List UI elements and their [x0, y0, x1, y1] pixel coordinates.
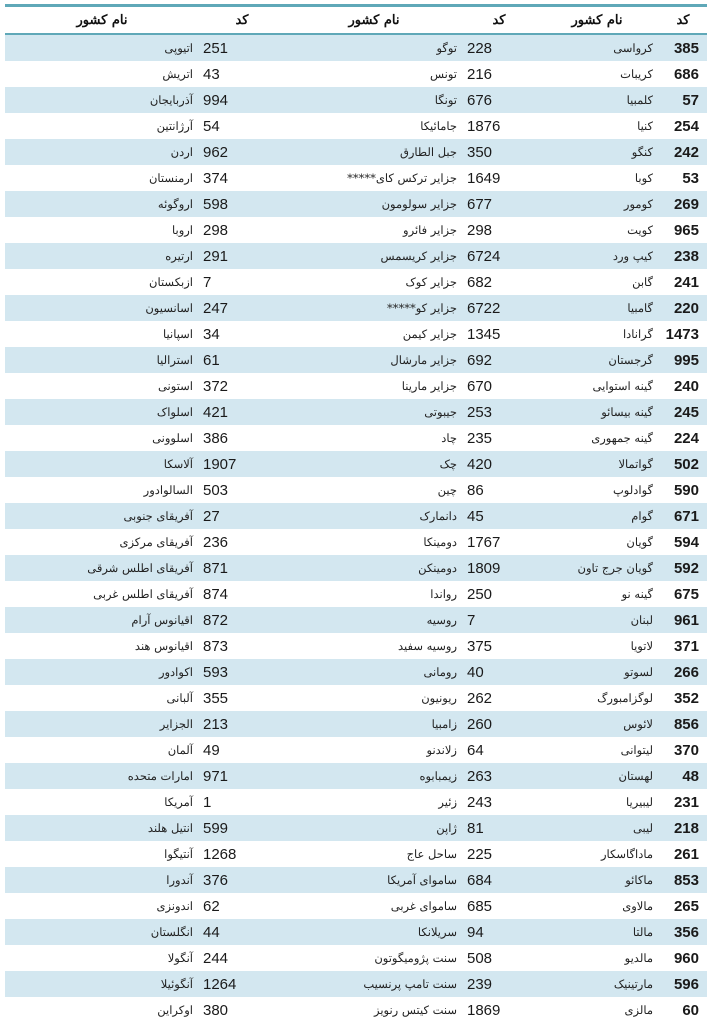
country-code-cell: 356 [659, 919, 707, 945]
country-code-cell: 592 [659, 555, 707, 581]
table-row [5, 373, 707, 399]
country-code-cell: 599 [199, 815, 285, 841]
country-name-cell: جزایر کو***** [285, 295, 463, 321]
table-row [5, 841, 707, 867]
country-name-cell: دومینکا [423, 535, 457, 549]
country-name-cell: چین [437, 483, 457, 497]
country-name-cell: روسیه [285, 607, 463, 633]
country-name-cell: امارات متحده [5, 763, 199, 789]
country-code-cell: 1649 [467, 169, 501, 187]
table-row [5, 295, 707, 321]
country-name-cell: آندورا [5, 867, 199, 893]
country-name-cell: استرالیا [5, 347, 199, 373]
country-name-cell: گوادلوپ [612, 483, 653, 497]
country-name-cell: سنت پژومیگوتون [374, 951, 457, 965]
table-row [5, 659, 707, 685]
country-name-cell: مالدیو [624, 951, 653, 965]
table-row [5, 867, 707, 893]
country-name-cell: ساحل عاج [406, 847, 457, 861]
country-name-cell: آمریکا [164, 795, 193, 809]
country-name-cell: اسپانیا [163, 327, 193, 341]
country-code-cell: 1268 [203, 845, 237, 863]
country-name-cell: زیمبابوه [285, 763, 463, 789]
country-code-cell: 48 [659, 763, 707, 789]
country-code-cell: 375 [467, 637, 493, 655]
country-name-cell: اقیانوس هند [134, 639, 193, 653]
table-row [5, 529, 707, 555]
country-code-cell: 1473 [665, 325, 699, 343]
table-row [5, 269, 707, 295]
country-code-cell: 594 [673, 533, 699, 551]
country-code-cell: 1876 [467, 117, 501, 135]
country-code-cell: 670 [467, 377, 493, 395]
table-row [5, 217, 707, 243]
country-name-cell: جزایر کریسمس [285, 243, 463, 269]
table-row [5, 165, 707, 191]
table-row [5, 451, 707, 477]
table-row [5, 919, 707, 945]
country-code-cell: 269 [659, 191, 707, 217]
country-name-cell: اردن [5, 139, 199, 165]
country-code-cell: 1907 [199, 451, 285, 477]
country-code-cell: 671 [659, 503, 707, 529]
country-code-cell: 420 [463, 451, 535, 477]
country-code-cell: 1345 [467, 325, 501, 343]
country-name-cell: گوام [535, 503, 659, 529]
country-code-cell: 962 [199, 139, 285, 165]
country-name-cell: آنتیگوا [164, 847, 193, 861]
country-name-cell: جزایر ترکس کای***** [347, 171, 457, 185]
country-name-cell: آفریقای اطلس غربی [93, 587, 193, 601]
country-name-cell: چک [285, 451, 463, 477]
country-code-cell: 7 [203, 273, 212, 291]
table-row [5, 399, 707, 425]
country-code-cell: 1767 [467, 533, 501, 551]
table-row [5, 997, 707, 1023]
header-country-name-1: نام کشور [535, 7, 659, 34]
country-code-cell: 213 [199, 711, 285, 737]
country-code-cell: 874 [203, 585, 229, 603]
country-name-cell: اندونزی [156, 899, 193, 913]
country-code-cell: 298 [203, 221, 229, 239]
country-code-cell: 871 [199, 555, 285, 581]
country-code-cell: 677 [463, 191, 535, 217]
country-code-cell: 250 [467, 585, 493, 603]
country-name-cell: ازبکستان [149, 275, 193, 289]
country-name-cell: ارمنستان [148, 171, 193, 185]
country-name-cell: ریونیون [421, 691, 457, 705]
country-code-cell: 371 [673, 637, 699, 655]
country-name-cell: جزایر کیمن [402, 327, 457, 341]
table-row [5, 789, 707, 815]
country-code-cell: 598 [199, 191, 285, 217]
country-code-cell: 263 [463, 763, 535, 789]
country-code-cell: 1869 [467, 1001, 501, 1019]
country-name-cell: آلبانی [166, 691, 193, 705]
country-code-cell: 676 [463, 87, 535, 113]
country-name-cell: کنگو [535, 139, 659, 165]
country-code-cell: 1809 [463, 555, 535, 581]
country-code-cell: 508 [467, 949, 493, 967]
country-name-cell: جزایر مارینا [401, 379, 457, 393]
country-name-cell: جامائیکا [420, 119, 457, 133]
country-code-cell: 965 [673, 221, 699, 239]
table-row [5, 581, 707, 607]
country-code-cell: 355 [203, 689, 229, 707]
country-code-cell: 60 [682, 1001, 699, 1019]
country-code-cell: 6724 [463, 243, 535, 269]
country-name-cell: السالوادور [143, 483, 193, 497]
country-code-cell: 44 [199, 919, 285, 945]
country-code-cell: 385 [659, 34, 707, 61]
country-name-cell: گینه استوایی [592, 379, 653, 393]
country-name-cell: گینه جمهوری [591, 431, 653, 445]
country-code-cell: 240 [673, 377, 699, 395]
country-code-cell: 224 [673, 429, 699, 447]
country-name-cell: کنیا [637, 119, 653, 133]
country-code-cell: 244 [203, 949, 229, 967]
header-country-name-2: نام کشور [285, 7, 463, 34]
country-name-cell: آلاسکا [5, 451, 199, 477]
country-name-cell: اقیانوس آرام [5, 607, 199, 633]
country-code-cell: 40 [463, 659, 535, 685]
country-name-cell: آنگوئیلا [5, 971, 199, 997]
country-code-cell: 971 [199, 763, 285, 789]
table-row [5, 685, 707, 711]
country-name-cell: کریبات [620, 67, 653, 81]
country-name-cell: اسلوونی [152, 431, 193, 445]
country-name-cell: جیبوتی [285, 399, 463, 425]
country-code-cell: 94 [463, 919, 535, 945]
country-code-cell: 995 [659, 347, 707, 373]
country-name-cell: اروبا [171, 223, 193, 237]
table-row [5, 243, 707, 269]
table-row [5, 503, 707, 529]
table-row [5, 555, 707, 581]
country-name-cell: توگو [285, 34, 463, 61]
country-name-cell: کرواسی [535, 34, 659, 61]
country-code-cell: 960 [673, 949, 699, 967]
country-name-cell: زامبیا [285, 711, 463, 737]
table-body [5, 34, 707, 1023]
country-name-cell: آلمان [167, 743, 193, 757]
country-name-cell: اسانسیون [5, 295, 199, 321]
country-code-cell: 225 [467, 845, 493, 863]
country-code-cell: 228 [463, 34, 535, 61]
country-code-cell: 245 [659, 399, 707, 425]
country-code-cell: 291 [199, 243, 285, 269]
country-code-cell: 216 [467, 65, 493, 83]
country-name-cell: رواندا [430, 587, 457, 601]
table-row [5, 61, 707, 87]
country-name-cell: گرانادا [622, 327, 653, 341]
country-name-cell: آرژانتین [156, 119, 193, 133]
country-name-cell: اروگوئه [5, 191, 199, 217]
country-code-cell: 856 [659, 711, 707, 737]
country-name-cell: سریلانکا [285, 919, 463, 945]
country-code-cell: 298 [467, 221, 493, 239]
country-code-cell: 376 [199, 867, 285, 893]
country-code-cell: 81 [463, 815, 535, 841]
country-code-cell: 961 [659, 607, 707, 633]
country-name-cell: گرجستان [535, 347, 659, 373]
country-name-cell: مارتینیک [535, 971, 659, 997]
country-code-cell: 86 [467, 481, 484, 499]
country-name-cell: لهستان [535, 763, 659, 789]
country-name-cell: دانمارک [285, 503, 463, 529]
country-code-cell: 61 [199, 347, 285, 373]
table-row [5, 711, 707, 737]
country-name-cell: گینه نو [621, 587, 653, 601]
country-name-cell: لسوتو [535, 659, 659, 685]
table-row [5, 893, 707, 919]
country-name-cell: آفریقای مرکزی [119, 535, 193, 549]
country-name-cell: مالتا [535, 919, 659, 945]
country-code-cell: 352 [673, 689, 699, 707]
country-code-cell: 253 [463, 399, 535, 425]
table-row [5, 425, 707, 451]
country-name-cell: اوکراین [157, 1003, 193, 1017]
table-row [5, 815, 707, 841]
country-name-cell: لوگزامبورگ [597, 691, 653, 705]
country-code-cell: 1 [203, 793, 212, 811]
country-code-cell: 350 [463, 139, 535, 165]
country-name-cell: کیپ ورد [535, 243, 659, 269]
country-name-cell: آنگولا [167, 951, 193, 965]
country-name-cell: انگلستان [5, 919, 199, 945]
country-name-cell: مالزی [624, 1003, 653, 1017]
country-code-cell: 34 [203, 325, 220, 343]
country-code-cell: 243 [467, 793, 493, 811]
table-row [5, 763, 707, 789]
country-name-cell: تونگا [285, 87, 463, 113]
country-code-cell: 254 [673, 117, 699, 135]
country-name-cell: گامبیا [535, 295, 659, 321]
country-name-cell: کوبا [634, 171, 653, 185]
country-code-cell: 675 [673, 585, 699, 603]
country-code-cell: 218 [659, 815, 707, 841]
table-row [5, 321, 707, 347]
country-code-cell: 247 [199, 295, 285, 321]
country-name-cell: ساموای غربی [390, 899, 457, 913]
table-row [5, 113, 707, 139]
country-name-cell: روسیه سفید [398, 639, 457, 653]
country-name-cell: لاتویا [630, 639, 653, 653]
country-code-cell: 386 [203, 429, 229, 447]
country-name-cell: چاد [441, 431, 457, 445]
country-name-cell: ساموای آمریکا [285, 867, 463, 893]
country-code-cell: 596 [659, 971, 707, 997]
country-name-cell: گواتمالا [535, 451, 659, 477]
country-code-cell: 503 [203, 481, 229, 499]
country-name-cell: رومانی [285, 659, 463, 685]
country-code-table-container [5, 4, 707, 1023]
country-code-cell: 235 [467, 429, 493, 447]
country-name-cell: لبنان [535, 607, 659, 633]
country-name-cell: زئیر [438, 795, 457, 809]
country-code-cell: 374 [203, 169, 229, 187]
country-name-cell: ژاپن [285, 815, 463, 841]
country-code-cell: 238 [659, 243, 707, 269]
country-code-cell: 241 [673, 273, 699, 291]
country-name-cell: تونس [429, 67, 457, 81]
country-code-cell: 57 [659, 87, 707, 113]
country-name-cell: ماداگاسکار [600, 847, 653, 861]
country-code-cell: 502 [659, 451, 707, 477]
country-name-cell: لیبیریا [626, 795, 653, 809]
country-name-cell: جزایر فائرو [403, 223, 457, 237]
country-code-cell: 686 [673, 65, 699, 83]
country-code-cell: 54 [203, 117, 220, 135]
country-code-cell: 236 [203, 533, 229, 551]
country-code-cell: 262 [467, 689, 493, 707]
country-name-cell: کومور [535, 191, 659, 217]
table-row [5, 87, 707, 113]
country-code-cell: 43 [203, 65, 220, 83]
country-name-cell: سنت کیتس رنویز [373, 1003, 457, 1017]
country-code-cell: 53 [682, 169, 699, 187]
table-row [5, 633, 707, 659]
country-code-cell: 682 [467, 273, 493, 291]
country-code-cell: 239 [463, 971, 535, 997]
country-code-cell: 27 [199, 503, 285, 529]
table-row [5, 477, 707, 503]
table-row [5, 347, 707, 373]
country-code-cell: 242 [659, 139, 707, 165]
country-code-cell: 261 [673, 845, 699, 863]
country-name-cell: اکوادور [5, 659, 199, 685]
table-row [5, 607, 707, 633]
country-code-cell: 6722 [463, 295, 535, 321]
country-code-cell: 62 [203, 897, 220, 915]
country-code-cell: 685 [467, 897, 493, 915]
country-name-cell: گابن [632, 275, 653, 289]
header-country-name-3: نام کشور [5, 7, 199, 34]
country-code-cell: 49 [203, 741, 220, 759]
table-row [5, 945, 707, 971]
country-name-cell: اتریش [162, 67, 193, 81]
country-name-cell: ارتیره [5, 243, 199, 269]
country-code-cell: 251 [199, 34, 285, 61]
country-name-cell: الجزایر [5, 711, 199, 737]
country-code-cell: 231 [673, 793, 699, 811]
country-name-cell: جزایر کوک [405, 275, 457, 289]
table-row [5, 191, 707, 217]
country-name-cell: آذربایجان [5, 87, 199, 113]
country-code-cell: 684 [463, 867, 535, 893]
country-code-cell: 1264 [199, 971, 285, 997]
header-code-1: کد [659, 7, 707, 34]
country-name-cell: اتیوپی [5, 34, 199, 61]
country-code-cell: 994 [199, 87, 285, 113]
country-name-cell: سنت تامپ پرنسیب [285, 971, 463, 997]
country-code-cell: 7 [463, 607, 535, 633]
country-name-cell: آفریقای اطلس شرقی [5, 555, 199, 581]
country-name-cell: جبل الطارق [285, 139, 463, 165]
country-code-cell: 370 [673, 741, 699, 759]
country-name-cell: زلاندنو [426, 743, 457, 757]
country-name-cell: مالاوی [622, 899, 653, 913]
country-name-cell: استونی [157, 379, 193, 393]
country-code-cell: 692 [463, 347, 535, 373]
country-code-cell: 220 [659, 295, 707, 321]
country-name-cell: گویان جرج تاون [535, 555, 659, 581]
country-code-cell: 265 [673, 897, 699, 915]
country-name-cell: گویان [626, 535, 653, 549]
country-code-cell: 872 [199, 607, 285, 633]
country-code-cell: 45 [463, 503, 535, 529]
country-name-cell: دومینکن [285, 555, 463, 581]
country-code-cell: 266 [659, 659, 707, 685]
country-code-cell: 421 [199, 399, 285, 425]
table-row [5, 139, 707, 165]
country-name-cell: کویت [627, 223, 653, 237]
header-code-3: کد [199, 7, 285, 34]
country-name-cell: کلمبیا [535, 87, 659, 113]
table-row [5, 737, 707, 763]
table-row [5, 34, 707, 61]
country-name-cell: جزایر مارشال [285, 347, 463, 373]
country-code-cell: 372 [203, 377, 229, 395]
country-code-cell: 590 [673, 481, 699, 499]
country-name-cell: اسلواک [5, 399, 199, 425]
country-name-cell: آفریقای جنوبی [5, 503, 199, 529]
header-code-2: کد [463, 7, 535, 34]
country-name-cell: ماکائو [535, 867, 659, 893]
country-code-cell: 380 [203, 1001, 229, 1019]
country-name-cell: لیتوانی [620, 743, 653, 757]
country-name-cell: لیبی [535, 815, 659, 841]
country-name-cell: گینه بیسائو [535, 399, 659, 425]
country-code-cell: 873 [203, 637, 229, 655]
country-code-cell: 593 [199, 659, 285, 685]
country-name-cell: لائوس [535, 711, 659, 737]
country-code-cell: 260 [463, 711, 535, 737]
country-code-table [5, 7, 707, 1023]
country-code-cell: 64 [467, 741, 484, 759]
country-code-cell: 853 [659, 867, 707, 893]
table-row [5, 971, 707, 997]
country-name-cell: انتیل هلند [5, 815, 199, 841]
country-name-cell: جزایر سولومون [285, 191, 463, 217]
header-row [5, 7, 707, 34]
